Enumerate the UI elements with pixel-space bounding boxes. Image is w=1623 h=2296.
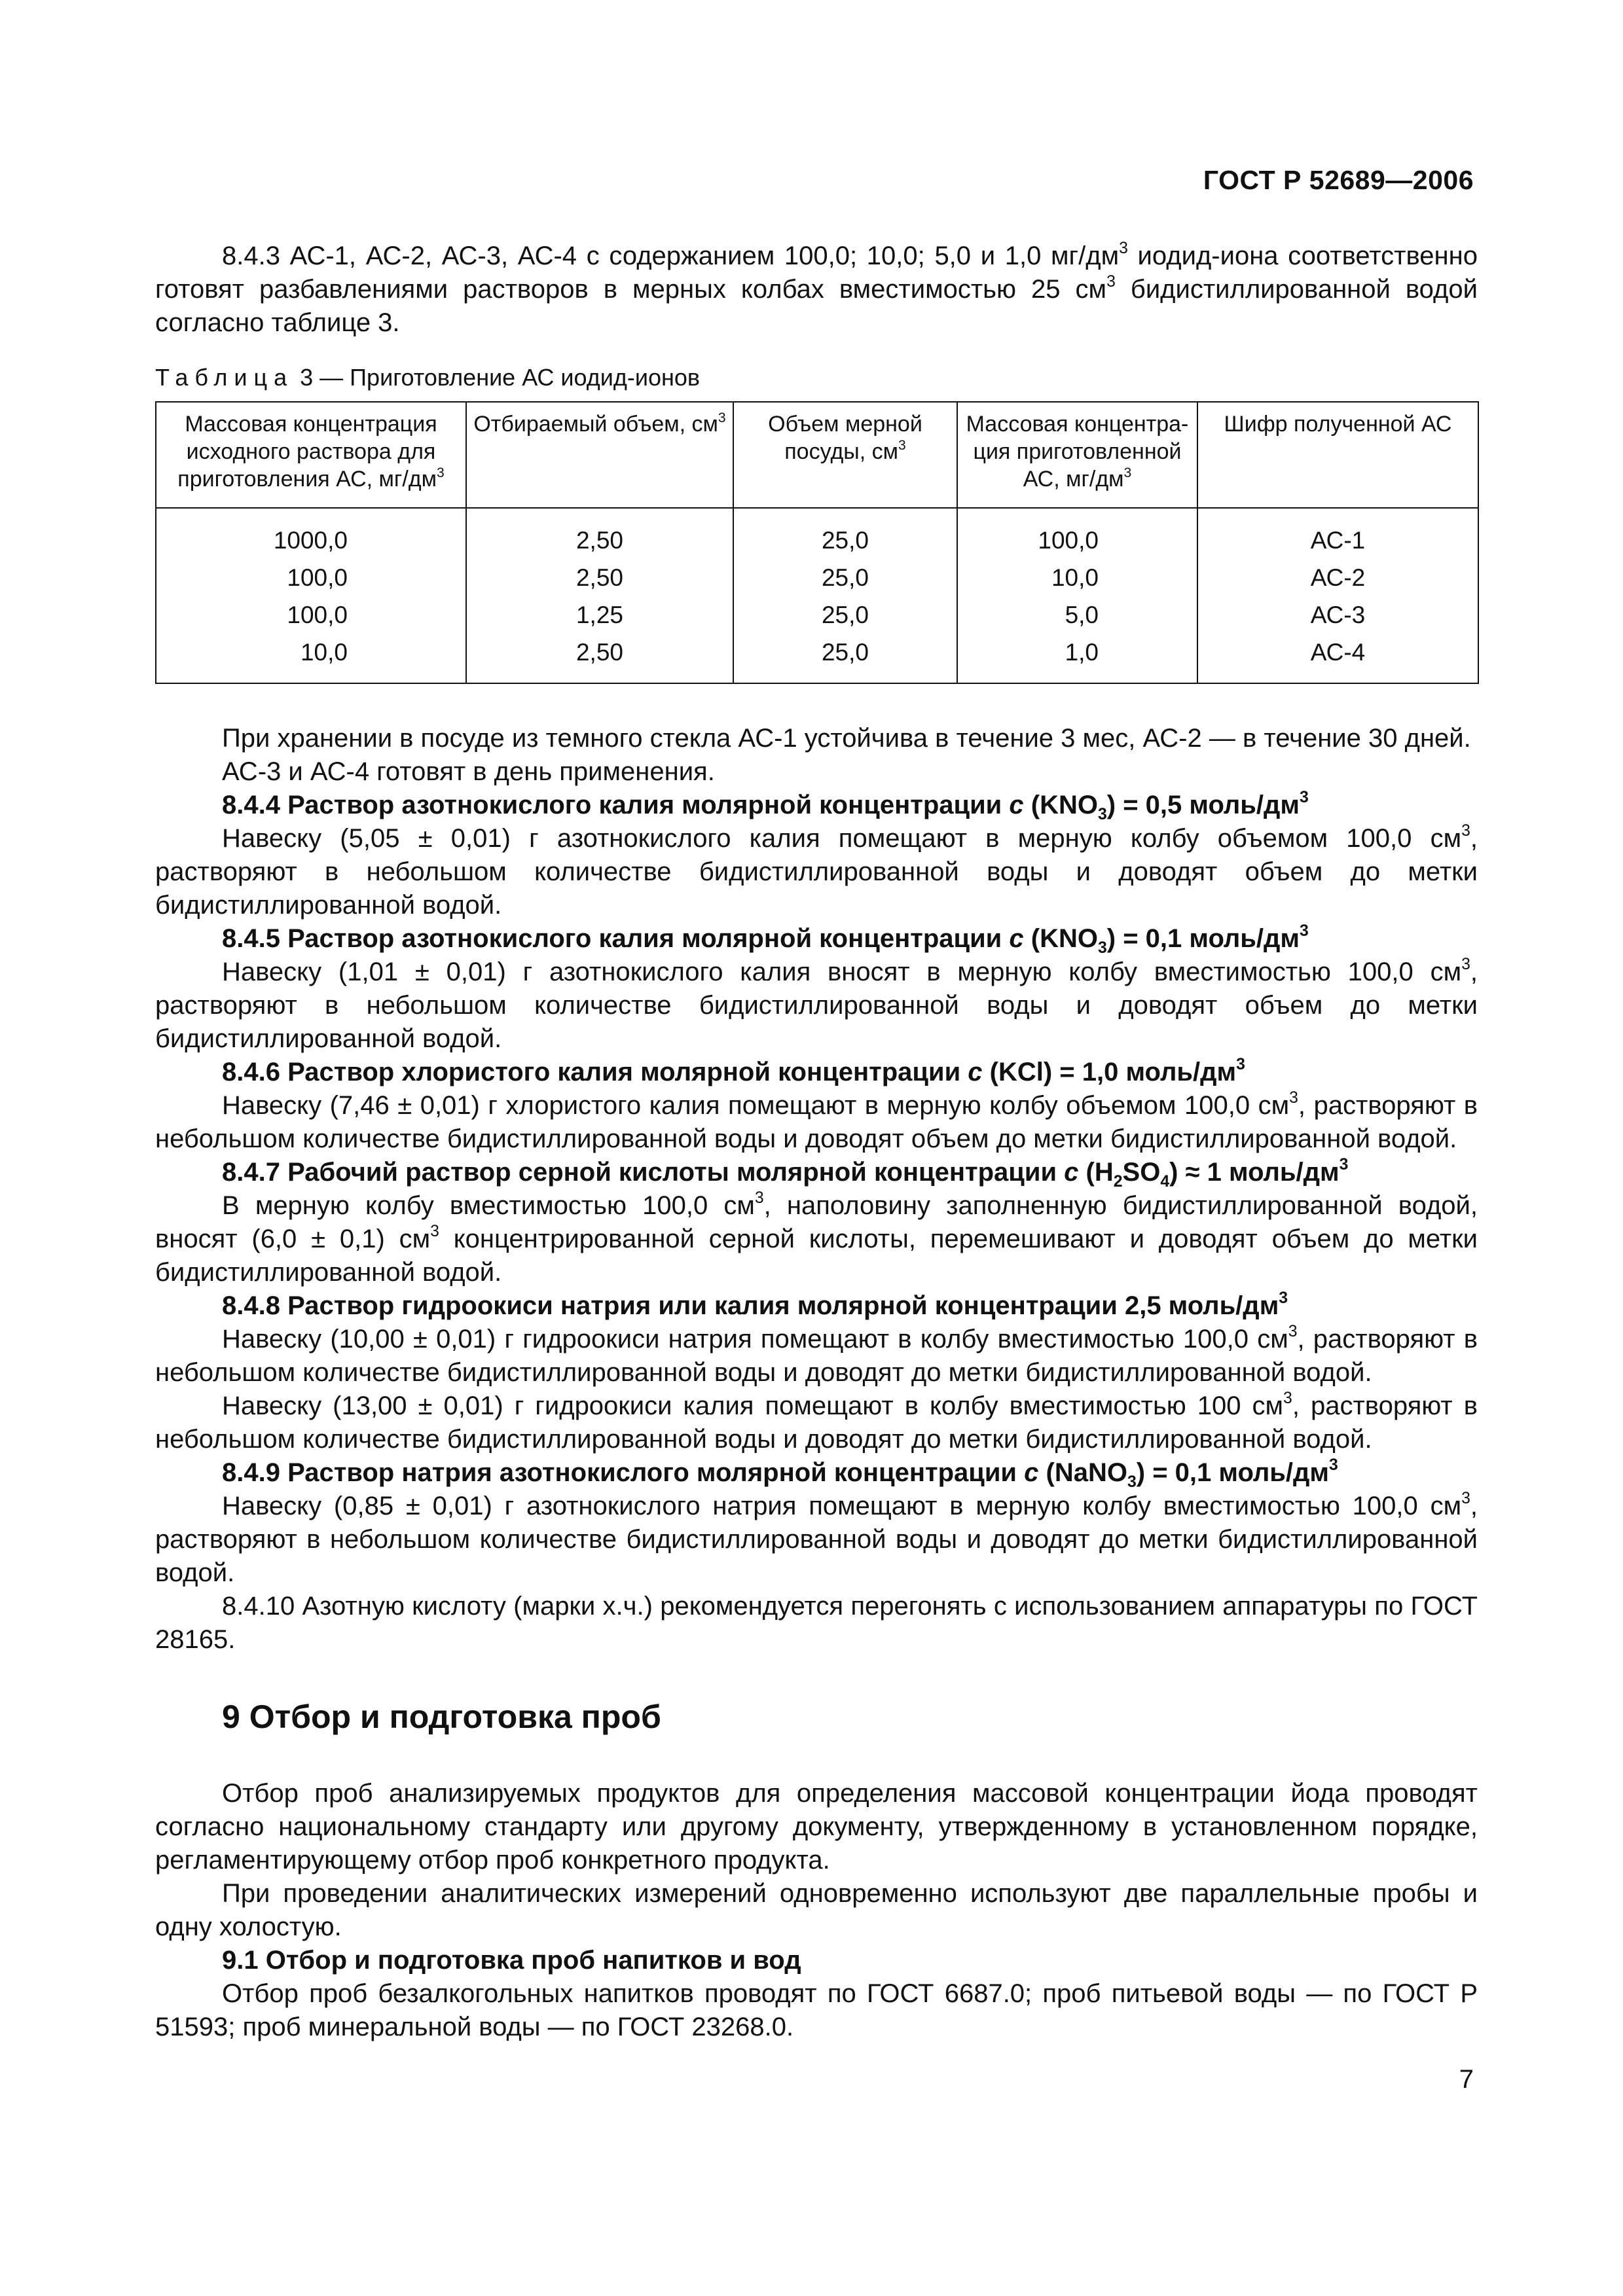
subscript: 2 — [1113, 1173, 1123, 1191]
column-flask-volume — [733, 508, 957, 683]
header-text: Объем мерной посуды, см — [768, 412, 922, 464]
superscript: 3 — [1106, 273, 1116, 291]
text: , растворяют в небольшом количестве бидистиллированной воды и доводят до метки бидистиллированной водой. — [155, 1391, 1478, 1454]
text: ) = 0,1 моль/дм — [1136, 1458, 1329, 1487]
text: Навеску (0,85 ± 0,01) г азотнокислого натрия помещают в мерную колбу вместимостью 100,0 см — [222, 1492, 1462, 1520]
text: ) ≈ 1 моль/дм — [1169, 1158, 1340, 1187]
superscript: 3 — [1119, 240, 1128, 258]
text: , растворяют в небольшом количестве бидистиллированной воды и доводят до метки бидистиллированной водой. — [155, 1492, 1478, 1587]
text: В мерную колбу вместимостью 100,0 см — [222, 1191, 755, 1220]
text: 8.4.4 Раствор азотнокислого калия молярной концентрации — [222, 791, 1010, 819]
table-header-cell — [156, 402, 466, 508]
table-header-cell — [957, 402, 1197, 508]
text: бидистиллированной водой согласно таблице 3. — [155, 275, 1478, 337]
text: (NaNO — [1038, 1458, 1127, 1487]
table-body-row — [156, 508, 1478, 683]
column-code — [1197, 508, 1478, 683]
table-header-cell — [1197, 402, 1478, 508]
paragraph-8-4-5 — [155, 956, 1478, 1056]
superscript: 3 — [1461, 822, 1470, 840]
table-cell: АС-3 — [1310, 601, 1366, 628]
paragraph-9-2: При проведении аналитических измерений одновременно используют две параллельные пробы и одну холостую. — [155, 1879, 1478, 1941]
superscript: 3 — [718, 410, 726, 425]
paragraph-storage: При хранении в посуде из темного стекла АС-1 устойчива в течение 3 мес, АС-2 — в течение 30 дней. — [222, 724, 1471, 753]
text: (KCl) = 1,0 моль/дм — [982, 1058, 1237, 1086]
italic-symbol: c — [1009, 924, 1024, 953]
superscript: 3 — [1288, 1323, 1298, 1341]
page-number: 7 — [1459, 2065, 1474, 2094]
text: иодид-иона соответственно готовят разбавлениями растворов в мерных колбах вместимостью 25 см — [155, 242, 1478, 304]
text: Навеску (13,00 ± 0,01) г гидроокиси калия помещают в колбу вместимостью 100 см — [222, 1391, 1284, 1420]
column-source-concentration — [156, 508, 466, 683]
italic-symbol: c — [968, 1058, 983, 1086]
subscript: 3 — [1097, 806, 1107, 823]
text: 8.4.5 Раствор азотнокислого калия молярной концентрации — [222, 924, 1010, 953]
text: Навеску (7,46 ± 0,01) г хлористого калия помещают в мерную колбу объемом 100,0 см — [222, 1091, 1290, 1120]
text: Навеску (10,00 ± 0,01) г гидроокиси натрия помещают в колбу вместимостью 100,0 см — [222, 1325, 1288, 1354]
table-cell: 2,50 — [575, 527, 623, 554]
section-heading-9: 9 Отбор и подготовка проб — [222, 1698, 661, 1735]
text: 8.4.8 Раствор гидроокиси натрия или калия молярной концентрации 2,5 моль/дм — [222, 1291, 1279, 1320]
paragraph-8-4-9 — [155, 1490, 1478, 1590]
table-cell: 25,0 — [821, 564, 869, 591]
superscript: 3 — [1339, 1156, 1349, 1174]
column-values — [156, 522, 348, 671]
superscript: 3 — [898, 437, 906, 453]
text: ) = 0,1 моль/дм — [1106, 924, 1300, 953]
superscript: 3 — [1283, 1390, 1292, 1408]
table-cell: 1000,0 — [273, 527, 348, 554]
table-cell: 10,0 — [300, 639, 348, 666]
subscript: 3 — [1127, 1473, 1137, 1491]
table-cell: 100,0 — [287, 564, 348, 591]
table-cell: АС-2 — [1310, 564, 1366, 591]
table-cell: 1,0 — [1065, 639, 1099, 666]
text: , наполовину заполненную бидистиллированной водой, вносят (6,0 ± 0,1) см — [155, 1191, 1478, 1253]
table-header-row — [156, 402, 1478, 508]
heading-8-4-6 — [155, 1056, 1478, 1089]
superscript: 3 — [1328, 1456, 1338, 1475]
superscript: 3 — [436, 465, 445, 480]
text: , растворяют в небольшом количестве бидистиллированной воды и доводят объем до метки бидистиллированной водой. — [155, 958, 1478, 1053]
superscript: 3 — [1461, 1490, 1470, 1508]
table-header-cell — [466, 402, 733, 508]
paragraph-8-4-6 — [155, 1089, 1478, 1156]
paragraph-8-4-4 — [155, 822, 1478, 922]
text: 8.4.6 Раствор хлористого калия молярной концентрации — [222, 1058, 968, 1086]
table-cell: 10,0 — [1051, 564, 1099, 591]
column-volume-taken — [466, 508, 733, 683]
header-text: Шифр полученной АС — [1224, 412, 1452, 437]
paragraph-8-4-7 — [155, 1189, 1478, 1289]
text: , растворяют в небольшом количестве бидистиллированной воды и доводят до метки бидистиллированной водой. — [155, 1325, 1478, 1387]
table-caption-word: Таблица — [155, 364, 294, 391]
subscript: 3 — [1097, 939, 1107, 957]
italic-symbol: c — [1064, 1158, 1079, 1187]
paragraph-9-1: Отбор проб анализируемых продуктов для определения массовой концентрации йода проводят согласно национальному стандарту или другому документу, утвержденному в установленном порядке, регламентирующему отбор проб конкретного продукта. — [155, 1779, 1478, 1874]
table-cell: 2,50 — [575, 639, 623, 666]
table-header-cell — [733, 402, 957, 508]
paragraph-8-4-10: 8.4.10 Азотную кислоту (марки х.ч.) рекомендуется перегонять с использованием аппаратуры по ГОСТ 28165. — [155, 1592, 1478, 1654]
table-cell: 25,0 — [821, 639, 869, 666]
document-header: ГОСТ Р 52689—2006 — [1203, 165, 1474, 195]
text: (H — [1078, 1158, 1114, 1187]
heading-8-4-5 — [155, 922, 1478, 956]
text: (KNO — [1023, 791, 1098, 819]
paragraph-storage-2: АС-3 и АС-4 готовят в день применения. — [222, 757, 715, 786]
header-text: Массовая концентра-ция приготовленной АС, мг/дм — [966, 412, 1189, 492]
document-body — [155, 240, 1478, 2044]
paragraph-9-1-text: Отбор проб безалкогольных напитков проводят по ГОСТ 6687.0; проб питьевой воды — по ГОСТ Р 51593; проб минеральной воды — по ГОСТ 23268.0. — [155, 1979, 1478, 2041]
table-cell: 5,0 — [1065, 601, 1099, 628]
paragraph-8-4-8-2 — [155, 1390, 1478, 1456]
header-text: Отбираемый объем, см — [473, 412, 718, 437]
column-values — [958, 522, 1099, 671]
text: 8.4.3 АС-1, АС-2, АС-3, АС-4 с содержанием 100,0; 10,0; 5,0 и 1,0 мг/дм — [222, 242, 1120, 270]
text: Навеску (5,05 ± 0,01) г азотнокислого калия помещают в мерную колбу объемом 100,0 см — [222, 824, 1462, 853]
text: 8.4.9 Раствор натрия азотнокислого молярной концентрации — [222, 1458, 1025, 1487]
text: ) = 0,5 моль/дм — [1106, 791, 1300, 819]
table-3 — [155, 401, 1479, 684]
table-cell: 25,0 — [821, 601, 869, 628]
table-cell: 100,0 — [287, 601, 348, 628]
table-cell: 1,25 — [575, 601, 623, 628]
table-cell: 2,50 — [575, 564, 623, 591]
text: SO — [1122, 1158, 1161, 1187]
table-cell: 100,0 — [1038, 527, 1099, 554]
superscript: 3 — [1299, 922, 1309, 941]
superscript: 3 — [1236, 1056, 1245, 1074]
paragraph-8-4-8 — [155, 1323, 1478, 1390]
table-caption-text: 3 — Приготовление АС иодид-ионов — [293, 364, 701, 391]
superscript: 3 — [1289, 1089, 1298, 1107]
header-text: Массовая концентрация исходного раствора для приготовления АС, мг/дм — [177, 412, 437, 492]
heading-8-4-4 — [155, 789, 1478, 822]
paragraph-8-4-3 — [155, 240, 1478, 340]
superscript: 3 — [1123, 465, 1132, 480]
superscript: 3 — [1279, 1289, 1288, 1308]
superscript: 3 — [754, 1189, 764, 1208]
text: Навеску (1,01 ± 0,01) г азотнокислого калия вносят в мерную колбу вместимостью 100,0 см — [222, 958, 1462, 986]
text: (KNO — [1023, 924, 1098, 953]
text: , растворяют в небольшом количестве бидистиллированной воды и доводят объем до метки бидистиллированной водой. — [155, 824, 1478, 920]
text: 8.4.7 Рабочий раствор серной кислоты молярной концентрации — [222, 1158, 1065, 1187]
superscript: 3 — [430, 1223, 439, 1241]
heading-8-4-9 — [155, 1456, 1478, 1490]
italic-symbol: c — [1009, 791, 1024, 819]
table-cell: АС-4 — [1310, 639, 1366, 666]
italic-symbol: c — [1024, 1458, 1039, 1487]
heading-8-4-8 — [155, 1289, 1478, 1323]
table-cell: 25,0 — [821, 527, 869, 554]
table-cell: АС-1 — [1310, 527, 1366, 554]
table-caption — [155, 363, 1478, 392]
superscript: 3 — [1461, 956, 1470, 974]
column-prepared-concentration — [957, 508, 1197, 683]
heading-9-1: 9.1 Отбор и подготовка проб напитков и вод — [222, 1946, 801, 1975]
text: , растворяют в небольшом количестве бидистиллированной воды и доводят объем до метки бидистиллированной водой. — [155, 1091, 1478, 1153]
text: концентрированной серной кислоты, перемешивают и доводят объем до метки бидистиллированной водой. — [155, 1225, 1478, 1287]
subscript: 4 — [1160, 1173, 1170, 1191]
heading-8-4-7 — [155, 1156, 1478, 1189]
superscript: 3 — [1299, 789, 1309, 807]
